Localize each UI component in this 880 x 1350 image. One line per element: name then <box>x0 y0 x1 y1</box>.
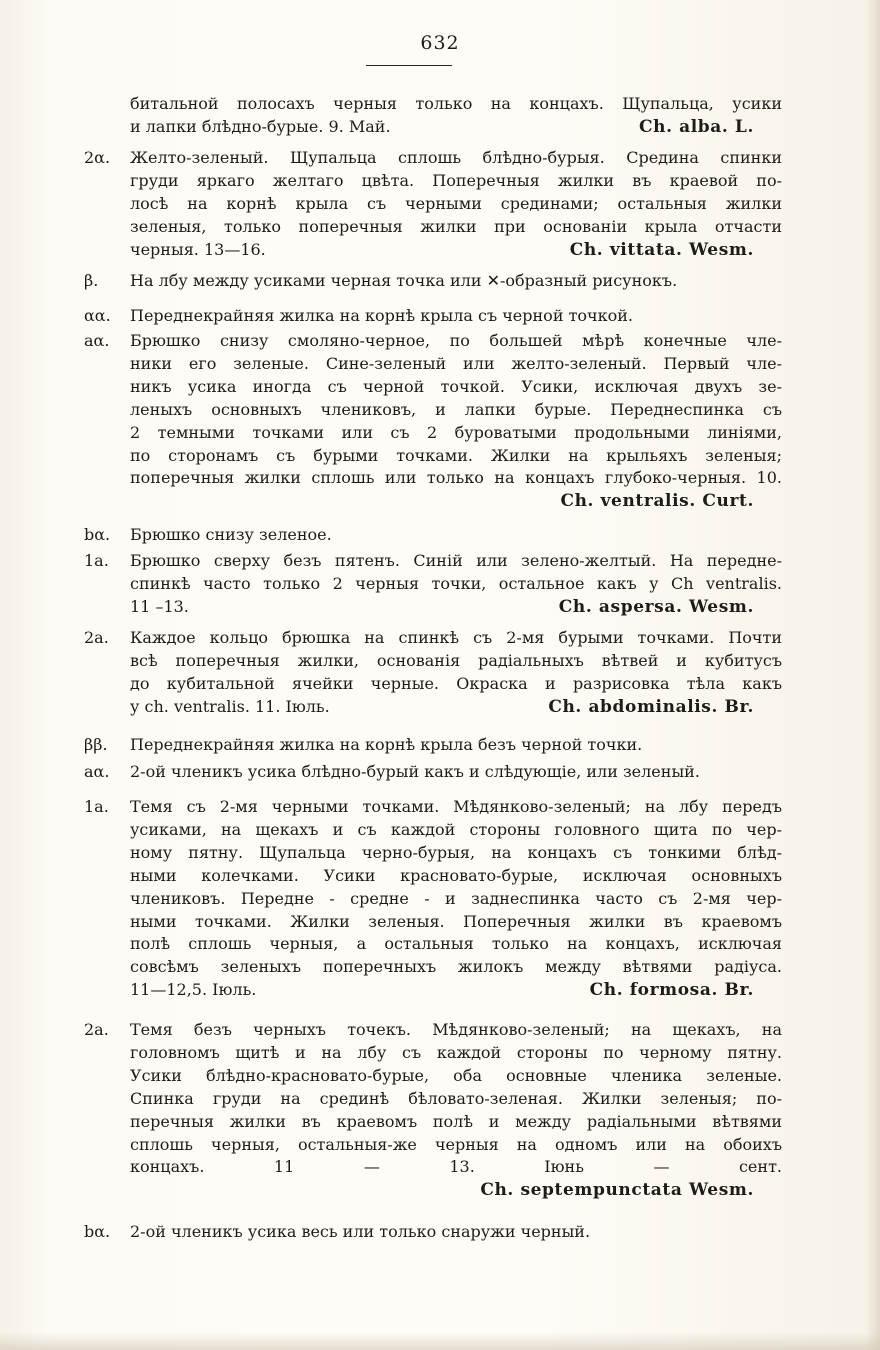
entry-text <box>130 550 782 619</box>
text-line: 2 темными точками или съ 2 буроватыми продольными линіями, <box>130 422 782 442</box>
text-line: до кубитальной ячейки черные. Окраска и разрисовка тѣла какъ <box>130 673 782 693</box>
entry-label: β. <box>84 271 99 290</box>
text-line: груди яркаго желтаго цвѣта. Поперечныя жилки въ краевой по- <box>130 170 782 190</box>
entry-label: 2a. <box>84 1020 109 1039</box>
text-line: всѣ поперечныя жилки, основанія радіальныхъ вѣтвей и кубитусъ <box>130 650 782 670</box>
species-name: Ch. formosa. Br. <box>589 980 754 1001</box>
text-line: спинкѣ часто только 2 черныя точки, остальное какъ у Ch ventralis. <box>130 573 782 593</box>
entry-text <box>130 734 782 757</box>
entry-text <box>130 147 782 262</box>
text-line: На лбу между усиками черная точка или ✕-образный рисунокъ. <box>130 271 678 290</box>
entry-tail <box>130 116 782 139</box>
text-line: по сторонамъ съ бурыми точками. Жилки на крыльяхъ зеленыя; <box>130 445 782 465</box>
entry-label: aα. <box>84 331 110 350</box>
species-name: Ch. septempunctata Wesm. <box>480 1180 754 1201</box>
text-line: Брюшко снизу смоляно-черное, по большей мѣрѣ конечные чле- <box>130 331 782 350</box>
text-line: усиками, на щекахъ и съ каждой стороны головного щита по чер- <box>130 819 782 839</box>
text-line: Темя съ 2-мя черными точками. Мѣдянково-зеленый; на лбу передъ <box>130 797 782 816</box>
text-line: зеленыя, только поперечныя жилки при основаніи крыла отчасти <box>130 216 782 236</box>
entry-text <box>130 1221 782 1244</box>
entry-tail <box>130 696 782 719</box>
entry-text <box>130 627 782 719</box>
tail-text: 11—12,5. Іюль. <box>130 980 257 1000</box>
text-line: Брюшко снизу зеленое. <box>130 525 332 544</box>
entry-label: 1a. <box>84 551 109 570</box>
entry-text <box>130 270 782 293</box>
text-line: головномъ щитѣ и на лбу съ каждой стороны по черному пятну. <box>130 1042 782 1062</box>
entry-label: bα. <box>84 525 111 544</box>
tail-text: у ch. ventralis. 11. Іюль. <box>130 696 330 716</box>
entry-label: aα. <box>84 762 110 781</box>
entry-tail <box>130 596 782 619</box>
entry-text <box>130 93 782 139</box>
entry-text <box>130 330 782 513</box>
text-line: Спинка груди на срединѣ бѣловато-зеленая. Жилки зеленыя; по- <box>130 1088 782 1108</box>
entry-label: 2a. <box>84 628 109 647</box>
text-line: полѣ сплошь черныя, а остальныя только на концахъ, исключая <box>130 934 782 954</box>
text-line: перечныя жилки въ краевомъ полѣ и между радіальными вѣтвями <box>130 1111 782 1131</box>
entry-text <box>130 305 782 328</box>
text-line: Переднекрайняя жилка на корнѣ крыла съ черной точкой. <box>130 306 634 325</box>
text-line: битальной полосахъ черныя только на концахъ. Щупальца, усики <box>130 94 782 113</box>
text-line: ными точками. Жилки зеленыя. Поперечныя жилки въ краевомъ <box>130 911 782 931</box>
entry-label: bα. <box>84 1222 111 1241</box>
text-line: поперечныя жилки сплошь или только на концахъ глубоко-черныя. 10. <box>130 468 782 488</box>
text-line: Брюшко сверху безъ пятенъ. Синій или зелено-желтый. На передне- <box>130 551 782 570</box>
text-line: Каждое кольцо брюшка на спинкѣ съ 2-мя бурыми точками. Почти <box>130 628 782 647</box>
tail-text: и лапки блѣдно-бурые. 9. Май. <box>130 116 391 136</box>
page-number: 632 <box>420 32 460 54</box>
entry-label: ββ. <box>84 735 108 754</box>
species-name: Ch. ventralis. Curt. <box>560 491 754 512</box>
text-line: концахъ. 11 — 13. Іюнь — сент. <box>130 1157 782 1177</box>
entry-text <box>130 1019 782 1202</box>
text-line: 2-ой членикъ усика блѣдно-бурый какъ и слѣдующіе, или зеленый. <box>130 762 700 781</box>
text-line: леныхъ основныхъ члениковъ, и лапки бурые. Переднеспинка съ <box>130 399 782 419</box>
species-name: Ch. aspersa. Wesm. <box>558 596 754 617</box>
species-name: Ch. abdominalis. Br. <box>548 696 754 717</box>
entry-label: 2α. <box>84 148 111 167</box>
text-line: члениковъ. Передне - средне - и заднеспинка часто съ 2-мя чер- <box>130 888 782 908</box>
entry-label: 1a. <box>84 797 109 816</box>
entry-text <box>130 796 782 1002</box>
tail-text: черныя. 13—16. <box>130 239 266 259</box>
entry-tail <box>130 979 782 1002</box>
text-line: ными колечками. Усики красновато-бурые, исключая основныхъ <box>130 865 782 885</box>
text-line: совсѣмъ зеленыхъ поперечныхъ жилокъ между вѣтвями радіуса. <box>130 957 782 977</box>
text-line: ники его зеленые. Сине-зеленый или желто-зеленый. Первый чле- <box>130 353 782 373</box>
entry-text <box>130 761 782 784</box>
entry-label: αα. <box>84 306 111 325</box>
entry-text <box>130 524 782 547</box>
text-line: Усики блѣдно-красновато-бурые, оба основные членика зеленые. <box>130 1065 782 1085</box>
page-edge-shadow-right <box>866 0 880 1350</box>
text-line: 2-ой членикъ усика весь или только снаружи черный. <box>130 1222 591 1241</box>
entry-tail <box>130 239 782 262</box>
text-line: Темя безъ черныхъ точекъ. Мѣдянково-зеленый; на щекахъ, на <box>130 1020 782 1039</box>
text-line: Желто-зеленый. Щупальца сплошь блѣдно-бурыя. Средина спинки <box>130 148 782 167</box>
species-name: Ch. alba. L. <box>638 116 754 137</box>
tail-text: 11 –13. <box>130 596 189 616</box>
species-name: Ch. vittata. Wesm. <box>569 239 754 260</box>
page-edge-shadow-bottom <box>0 1332 880 1350</box>
page-number-rule <box>366 65 452 66</box>
text-line: никъ усика иногда съ черной точкой. Усики, исключая двухъ зе- <box>130 376 782 396</box>
text-line: ному пятну. Щупальца черно-бурыя, на концахъ съ тонкими блѣд- <box>130 842 782 862</box>
text-line: сплошь черныя, остальныя-же черныя на одномъ или на обоихъ <box>130 1134 782 1154</box>
text-line: Переднекрайняя жилка на корнѣ крыла безъ черной точки. <box>130 735 643 754</box>
text-line: лосѣ на корнѣ крыла съ черными срединами; остальныя жилки <box>130 193 782 213</box>
